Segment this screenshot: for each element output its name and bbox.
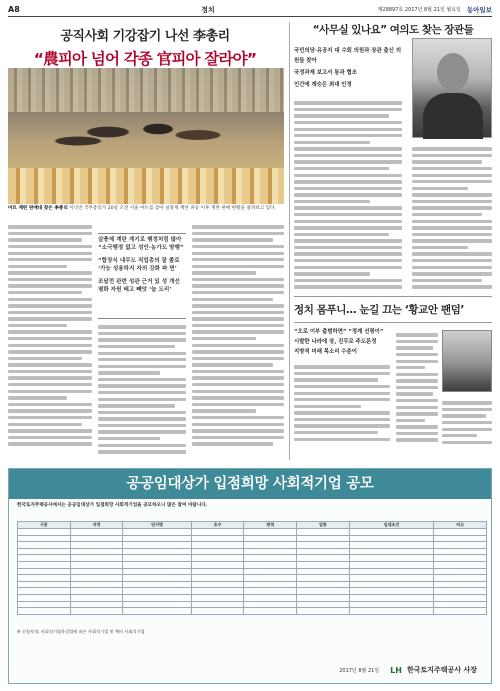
ad-table-header: 업종 xyxy=(297,522,350,529)
ad-table-header: 임대조건 xyxy=(349,522,434,529)
side-article-subheads xyxy=(294,46,402,92)
second-article-rule xyxy=(294,322,492,323)
table-row xyxy=(18,548,487,555)
second-sub-1: “오로 이부 출범하면” “정계 선령이” xyxy=(294,329,384,335)
second-article-subheads xyxy=(294,328,390,358)
pullquote-line-1: 살충제 계란 계기로 행정처럼 많아 “소극행정 없고 성인·농가도 방행” xyxy=(98,237,184,252)
side-article-col-2 xyxy=(412,144,492,292)
ad-table-header: 비고 xyxy=(434,522,487,529)
pullquote xyxy=(98,236,186,298)
kicker: 공직사회 기강잡기 나선 李총리 xyxy=(60,29,230,44)
ad-table-header-row xyxy=(18,522,487,529)
ad-table-header: 구분 xyxy=(18,522,71,529)
side-sub-2: 국정과제 보고서 통과 협조 xyxy=(294,70,357,76)
side-divider xyxy=(294,296,492,297)
headline: “農피아 넘어 각종 官피아 잘라야” xyxy=(33,50,257,68)
second-article-title: 정치 몸푸니… 눈길 끄는 ‘황교안 팬덤’ xyxy=(294,304,464,316)
photo-shelf xyxy=(8,68,284,112)
side-article-col-1 xyxy=(294,98,402,292)
main-article-col-3 xyxy=(192,222,284,449)
section-label: 정치 xyxy=(201,5,215,14)
portrait-head xyxy=(437,53,469,91)
ad-table xyxy=(17,521,487,615)
page-header xyxy=(8,3,492,17)
ad-notes: ※ 신청자격: 사회적기업육성법에 따른 사회적기업 및 예비 사회적기업 xyxy=(17,629,145,634)
ad-footer xyxy=(339,665,477,675)
second-article-col-2 xyxy=(396,330,438,445)
table-row xyxy=(18,581,487,588)
table-row xyxy=(18,594,487,601)
main-article-headline xyxy=(14,25,276,69)
side-article-portrait xyxy=(412,38,492,138)
ad-table-header: 단지명 xyxy=(123,522,192,529)
page-number: A8 xyxy=(8,5,20,14)
ad-sponsor: 한국토지주택공사 사장 xyxy=(406,666,477,674)
side-sub-3: 인간에 계승은 최대 인정 xyxy=(294,82,352,88)
table-row xyxy=(18,529,487,536)
second-article-col-1 xyxy=(294,362,390,444)
table-row xyxy=(18,555,487,562)
second-article-col-3 xyxy=(442,398,492,447)
lh-logo-icon: LH xyxy=(390,665,402,675)
photo-caption-bold: 마트 계란 판매대 찾은 李총리 xyxy=(8,206,68,211)
table-row xyxy=(18,542,487,549)
main-article-col-2 xyxy=(98,322,186,457)
ad-title: 공공임대상가 입점희망 사회적기업 공모 xyxy=(9,469,491,499)
ad-intro: 한국토지주택공사에서는 공공임대상가 입점희망 사회적기업을 공모하오니 많은 참여 바랍니다. xyxy=(17,503,208,508)
main-photo xyxy=(8,68,284,204)
side-sub-1: 국민의당·유공지 대 수회 의원과 장관 출신 의원들 찾아 xyxy=(294,48,402,64)
table-row xyxy=(18,608,487,615)
second-article-photo xyxy=(442,330,492,392)
table-row xyxy=(18,568,487,575)
photo-egg-stand xyxy=(8,168,284,204)
table-row xyxy=(18,535,487,542)
ad-table-header: 호수 xyxy=(191,522,244,529)
table-row xyxy=(18,561,487,568)
pullquote-line-2: “합장식 내무도 직업총의 잘 졸로 ‘가능 성용하지 자의 강화 파 면’ xyxy=(98,257,180,273)
second-sub-3: 지방적 미래 목소리 수준이 xyxy=(294,349,357,355)
public-notice-ad xyxy=(8,468,492,684)
portrait-body xyxy=(423,93,483,139)
pullquote-bottom-rule xyxy=(98,318,186,319)
column-divider xyxy=(289,22,290,460)
table-row xyxy=(18,588,487,595)
photo-caption-text: 이낙연 국무총리가 20일 오전 서울 마트를 찾아 살충제 계란 파동 이후 계란 판매 현황을 살펴보고 있다. xyxy=(69,206,276,211)
second-sub-2: 시발한 나라에 장, 진무로 주도론정 xyxy=(294,339,377,345)
pullquote-line-3: 조달전 관련 성관 근거 있 성 개선 평화 자원 배고 빼앗 ‘늘 도리’ xyxy=(98,278,180,294)
main-article-col-1 xyxy=(8,222,92,449)
paper-name: 동아일보 xyxy=(466,6,492,14)
ad-table-header: 지역 xyxy=(70,522,123,529)
ad-date: 2017년 8월 21일 xyxy=(339,667,380,674)
side-article-title: “사무실 있나요” 여의도 찾는 장관들 xyxy=(312,24,474,36)
table-row xyxy=(18,601,487,608)
photo-caption xyxy=(8,206,284,212)
pullquote-top-rule xyxy=(98,233,186,234)
ad-table-header: 면적 xyxy=(244,522,297,529)
table-row xyxy=(18,575,487,582)
photo-crowd xyxy=(48,108,248,168)
issue-meta: 제28897호 2017년 8월 21일 월요일 xyxy=(377,7,461,13)
